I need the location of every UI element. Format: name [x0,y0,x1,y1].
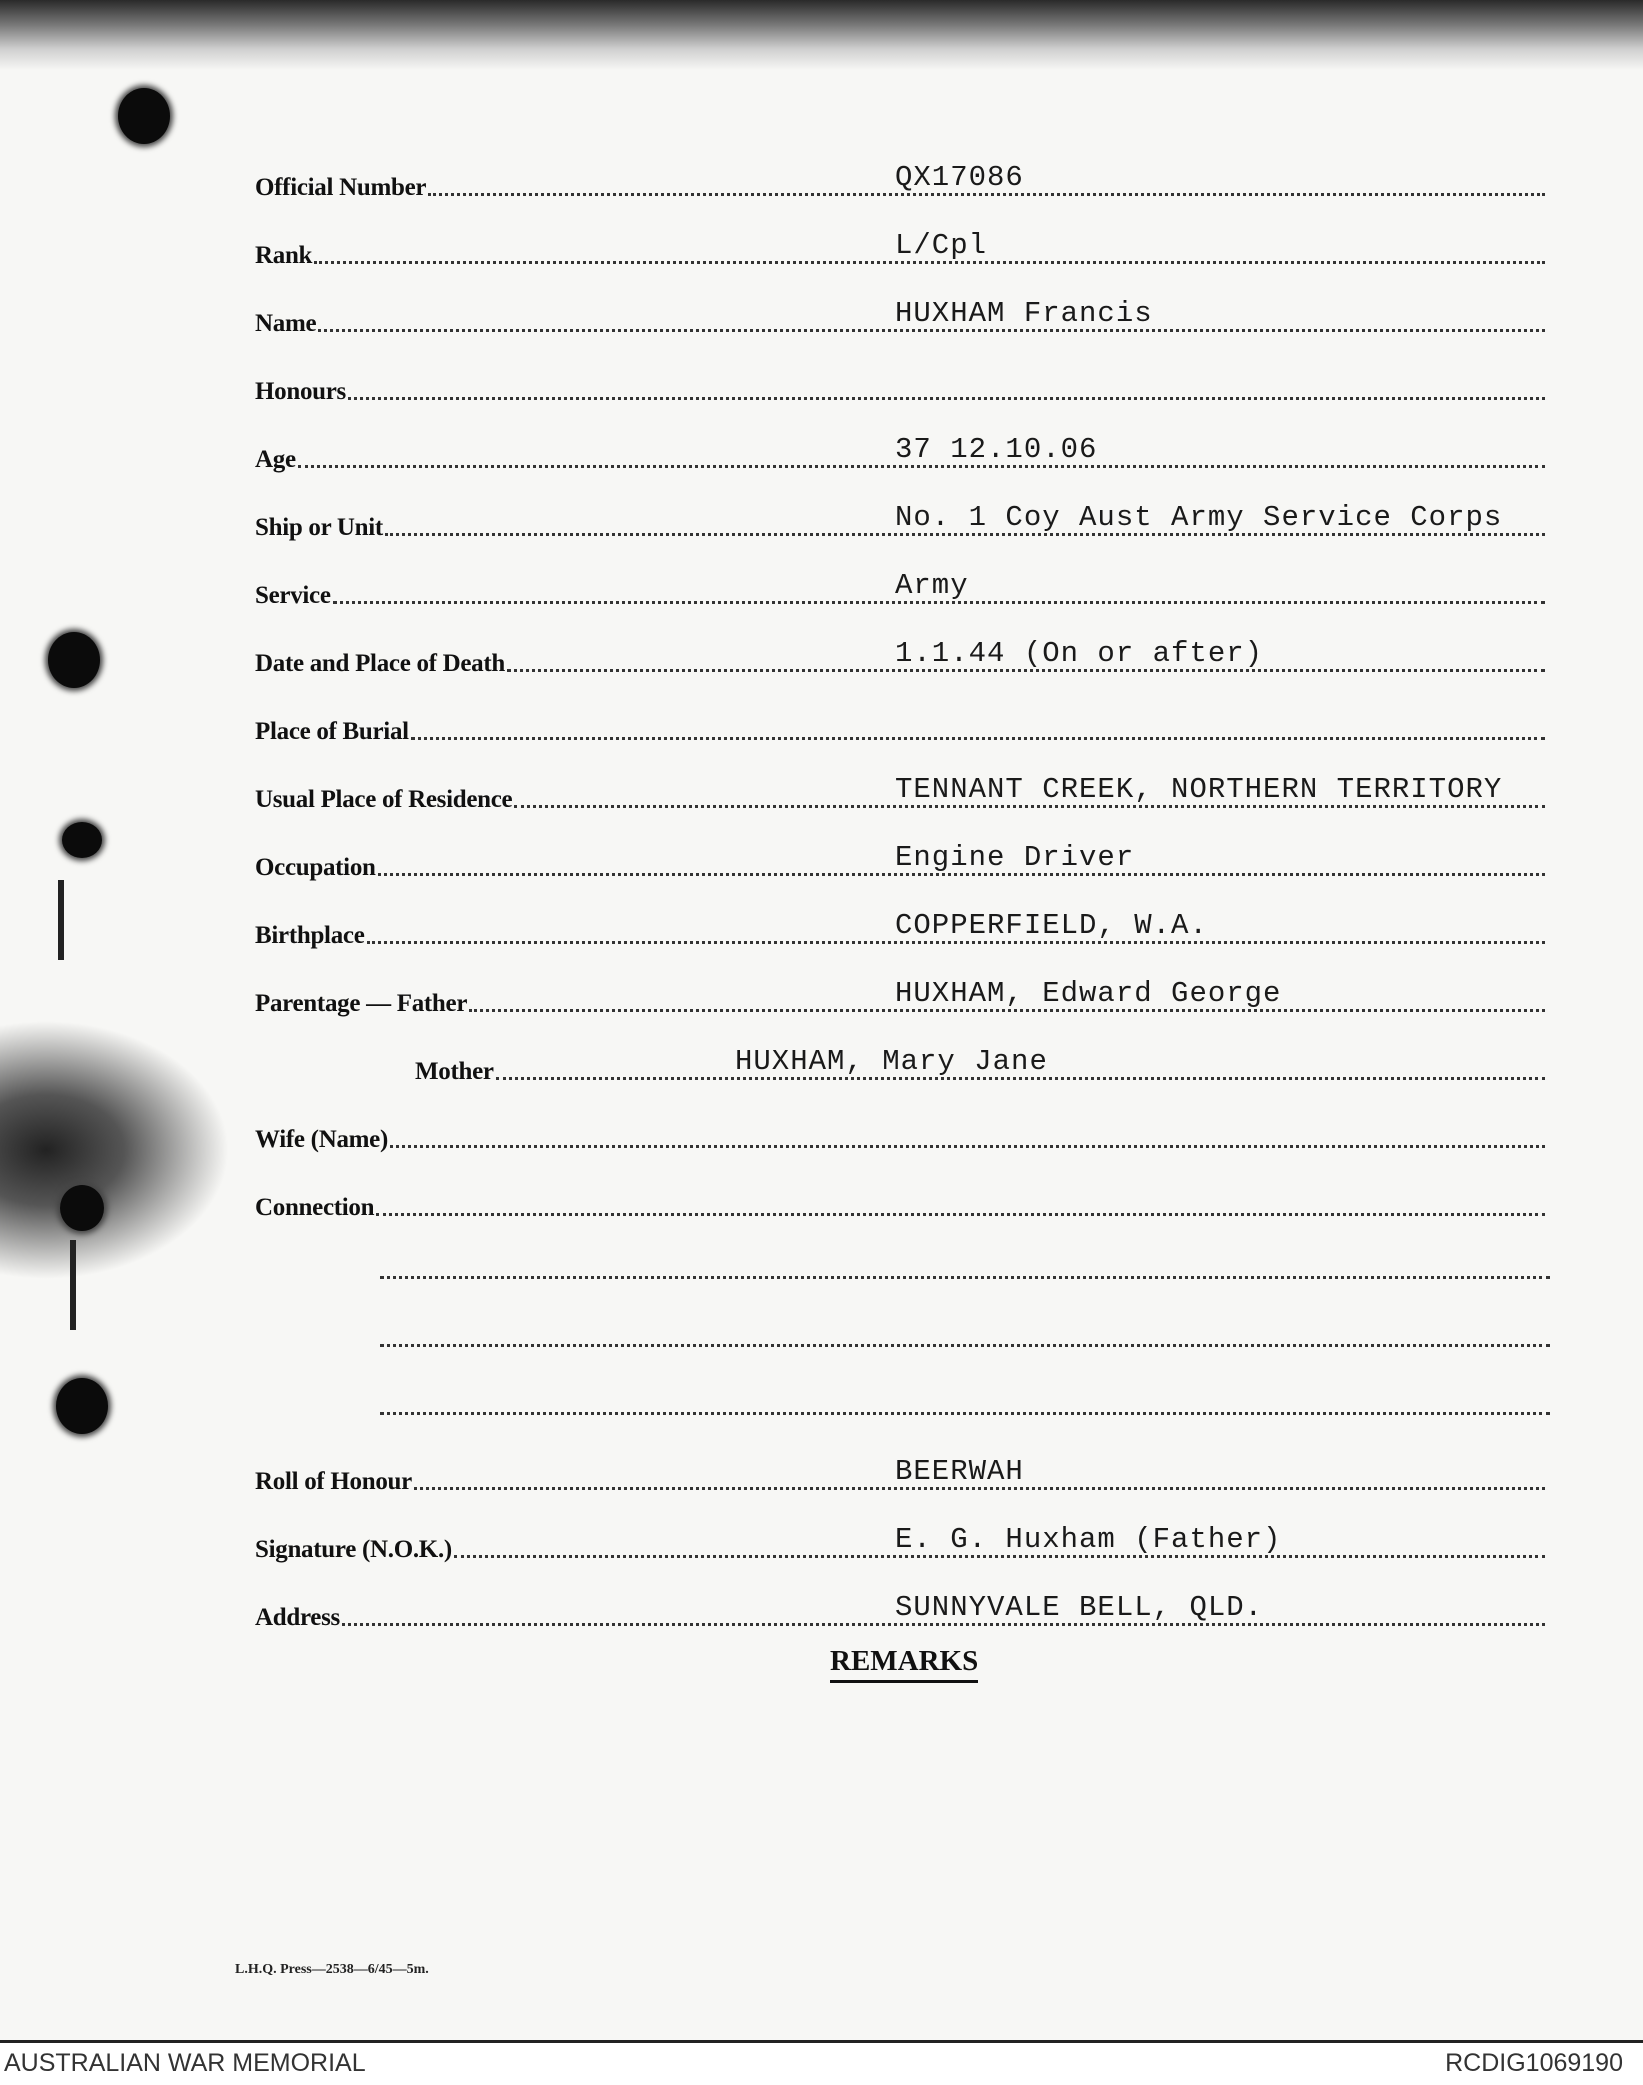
field-official-number [255,162,1545,202]
field-signature-nok [255,1524,1545,1564]
field-rank [255,230,1545,270]
field-value: Engine Driver [895,841,1135,874]
field-label: Place of Burial [255,718,409,745]
field-label: Honours [255,378,346,405]
printer-imprint: L.H.Q. Press—2538—6/45—5m. [235,1962,429,1977]
archive-footer [0,2040,1643,2085]
field-label: Ship or Unit [255,514,383,541]
field-label: Age [255,446,296,473]
field-label: Connection [255,1194,375,1221]
field-value: HUXHAM, Mary Jane [735,1045,1048,1078]
field-value: HUXHAM, Edward George [895,977,1282,1010]
dotted-line [411,737,1545,740]
field-service [255,570,1545,610]
punch-hole [60,1185,104,1231]
footer-record-id: RCDIG1069190 [1445,2049,1623,2077]
field-value: SUNNYVALE BELL, QLD. [895,1591,1264,1624]
punch-hole [56,1378,108,1434]
footer-institution: AUSTRALIAN WAR MEMORIAL [4,2049,366,2077]
field-label: Signature (N.O.K.) [255,1536,452,1563]
punch-hole [48,632,100,688]
field-label: Roll of Honour [255,1468,412,1495]
field-label: Usual Place of Residence [255,786,513,813]
field-label: Birthplace [255,922,365,949]
field-place-of-burial [255,706,1545,746]
field-father [255,978,1545,1018]
field-occupation [255,842,1545,882]
field-ship-or-unit [255,502,1545,542]
remarks-heading: REMARKS [830,1645,978,1683]
field-label: Name [255,310,317,337]
field-value: HUXHAM Francis [895,297,1153,330]
field-date-place-of-death [255,638,1545,678]
dotted-line [376,1213,1545,1216]
field-label: Official Number [255,174,427,201]
field-value: QX17086 [895,161,1024,194]
field-birthplace [255,910,1545,950]
field-honours [255,366,1545,406]
field-connection [255,1182,1545,1222]
field-label: Wife (Name) [255,1126,388,1153]
field-value: Army [895,569,969,602]
dotted-line [390,1145,1545,1148]
scan-shadow [0,0,1643,70]
field-value: E. G. Huxham (Father) [895,1523,1282,1556]
field-label: Mother [415,1058,494,1085]
punch-hole [118,88,170,144]
field-name [255,298,1545,338]
field-value: COPPERFIELD, W.A. [895,909,1208,942]
field-label: Rank [255,242,313,269]
field-value: No. 1 Coy Aust Army Service Corps [895,501,1503,534]
field-address [255,1592,1545,1632]
field-value: 37 12.10.06 [895,433,1098,466]
field-label: Occupation [255,854,376,881]
field-wife [255,1114,1545,1154]
scan-mark [58,880,64,960]
scan-smudge [0,1020,230,1280]
field-value: BEERWAH [895,1455,1024,1488]
blank-dotted-line [380,1344,1550,1347]
field-label: Address [255,1604,340,1631]
field-roll-of-honour [255,1456,1545,1496]
scan-mark [70,1240,76,1330]
field-usual-residence [255,774,1545,814]
field-value: L/Cpl [895,229,988,262]
field-label: Parentage — Father [255,990,468,1017]
field-value: 1.1.44 (On or after) [895,637,1264,670]
field-label: Service [255,582,331,609]
field-label: Date and Place of Death [255,650,505,677]
blank-dotted-line [380,1276,1550,1279]
field-age [255,434,1545,474]
field-value: TENNANT CREEK, NORTHERN TERRITORY [895,773,1503,806]
blank-dotted-line [380,1412,1550,1415]
dotted-line [348,397,1545,400]
punch-hole [62,822,102,858]
field-mother [255,1046,1545,1086]
